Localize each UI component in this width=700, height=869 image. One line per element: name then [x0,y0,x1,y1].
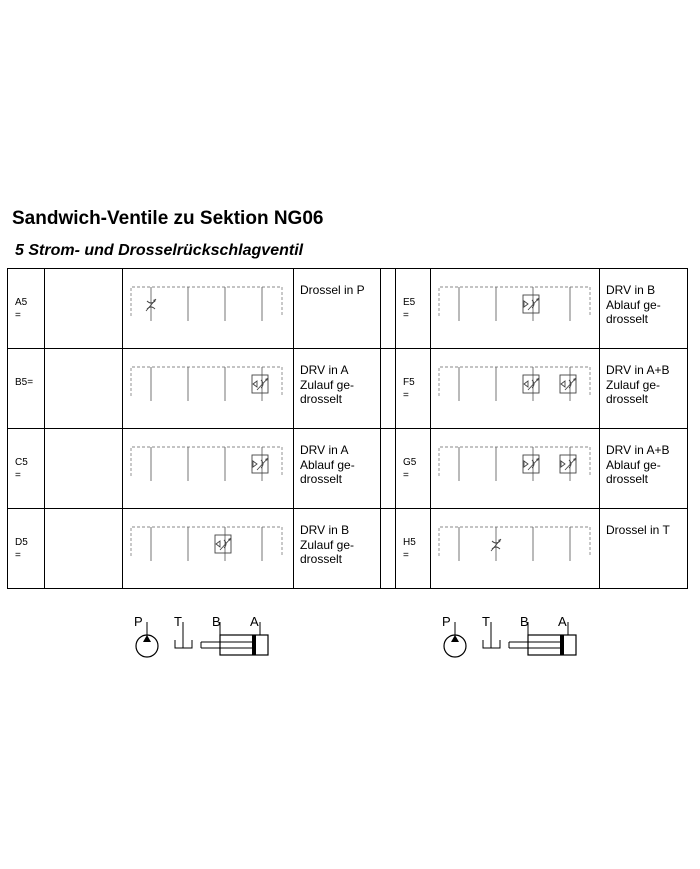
valve-symbol-cell [123,349,294,429]
valve-description: Drossel in T [606,523,670,537]
port-label-b: B [520,614,529,629]
valve-symbol-cell [123,269,294,349]
empty-cell [45,509,123,589]
valve-description-cell [600,349,688,429]
empty-cell [45,429,123,509]
valve-symbol-cell [431,349,600,429]
check-throttle-valve-icon [123,509,293,588]
section-subtitle: 5 Strom- und Drosselrückschlagventil [15,242,304,259]
gap-cell [381,429,396,509]
valve-description: DRV in A+B Zulauf ge- drosselt [606,363,670,406]
gap-cell [381,269,396,349]
valve-description: DRV in A Zulauf ge- drosselt [300,363,355,406]
port-label-p: P [134,614,143,629]
valve-code: A5 = [15,297,28,321]
valve-description-cell [600,429,688,509]
valve-description: DRV in B Zulauf ge- drosselt [300,523,355,566]
valve-code: C5 = [15,457,28,481]
empty-cell [45,349,123,429]
gap-cell [381,349,396,429]
port-legend-right [436,612,586,664]
valve-row [8,349,688,429]
gap-cell [381,509,396,589]
valve-symbol-cell [123,509,294,589]
valve-code: E5 = [403,297,416,321]
check-throttle-valve-icon [123,429,293,508]
page-title: Sandwich-Ventile zu Sektion NG06 [12,208,324,229]
throttle-valve-icon [431,509,599,588]
valve-row [8,509,688,589]
valve-code-cell [8,429,45,509]
valve-code: D5 = [15,537,28,561]
valve-code-cell [8,269,45,349]
empty-cell [45,269,123,349]
pump-arrow-icon [143,635,151,642]
check-throttle-valve-icon [431,269,599,348]
valve-code-cell [396,349,431,429]
valve-description-cell [294,349,381,429]
port-label-a: A [558,614,567,629]
port-label-b: B [212,614,221,629]
valve-code-cell [396,269,431,349]
valve-code-cell [396,509,431,589]
valve-description: DRV in B Ablauf ge- drosselt [606,283,661,326]
pump-arrow-icon [451,635,459,642]
valve-description: DRV in A Ablauf ge- drosselt [300,443,355,486]
valve-symbol-cell [123,429,294,509]
valve-description-cell [294,429,381,509]
valve-description: Drossel in P [300,283,365,297]
valve-code-cell [8,349,45,429]
throttle-valve-icon [123,269,293,348]
valve-code: H5 = [403,537,416,561]
port-label-t: T [482,614,490,629]
valve-code-cell [8,509,45,589]
valve-description-cell [600,509,688,589]
check-throttle-valve-icon [431,349,599,428]
valve-description-cell [294,269,381,349]
valve-symbol-cell [431,269,600,349]
valve-row [8,269,688,349]
valve-symbol-cell [431,509,600,589]
valve-code: F5 = [403,377,415,401]
valve-table [7,268,688,589]
hydraulic-legend-icon [436,612,586,664]
port-legend-left [128,612,278,664]
valve-description: DRV in A+B Ablauf ge- drosselt [606,443,670,486]
port-label-a: A [250,614,259,629]
port-label-p: P [442,614,451,629]
valve-code: G5 = [403,457,417,481]
check-throttle-valve-icon [431,429,599,508]
check-throttle-valve-icon [123,349,293,428]
valve-symbol-cell [431,429,600,509]
valve-code-cell [396,429,431,509]
valve-description-cell [600,269,688,349]
valve-code: B5= [15,377,34,388]
valve-description-cell [294,509,381,589]
hydraulic-legend-icon [128,612,278,664]
port-label-t: T [174,614,182,629]
valve-row [8,429,688,509]
